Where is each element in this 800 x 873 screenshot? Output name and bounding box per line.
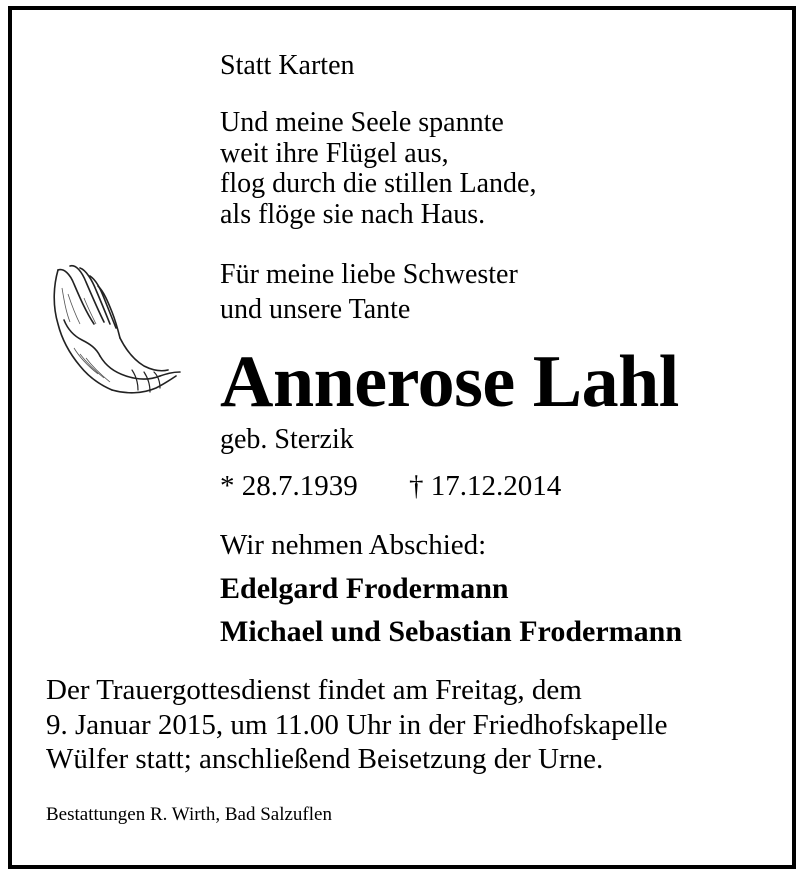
mourners: [220, 567, 682, 653]
poem-line: als flöge sie nach Haus.: [220, 198, 486, 230]
poem-line: Und meine Seele spannte: [220, 107, 504, 138]
poem-line: weit ihre Flügel aus,: [220, 137, 449, 169]
maiden-name: geb. Sterzik: [220, 424, 354, 455]
poem: [220, 108, 536, 230]
birth-date: * 28.7.1939: [220, 470, 358, 502]
service-line: Wülfer statt; anschließend Beisetzung der Urne.: [46, 743, 604, 775]
notice-header: Statt Karten: [220, 50, 355, 81]
praying-hands-icon: [40, 258, 190, 408]
poem-line: flog durch die stillen Lande,: [220, 168, 537, 199]
dedication-line: Für meine liebe Schwester: [220, 259, 518, 290]
mourner-name: Michael und Sebastian Frodermann: [220, 615, 682, 648]
death-date: † 17.12.2014: [409, 470, 562, 502]
mourner-name: Edelgard Frodermann: [220, 572, 509, 605]
service-line: 9. Januar 2015, um 11.00 Uhr in der Friedhofskapelle: [46, 708, 668, 741]
undertaker: Bestattungen R. Wirth, Bad Salzuflen: [46, 804, 332, 825]
dedication: [220, 257, 518, 327]
service-line: Der Trauergottesdienst findet am Freitag, dem: [46, 674, 582, 706]
farewell-intro: Wir nehmen Abschied:: [220, 529, 487, 561]
dedication-line: und unsere Tante: [220, 294, 411, 325]
service-details: [46, 673, 668, 777]
deceased-name: Annerose Lahl: [220, 341, 679, 423]
